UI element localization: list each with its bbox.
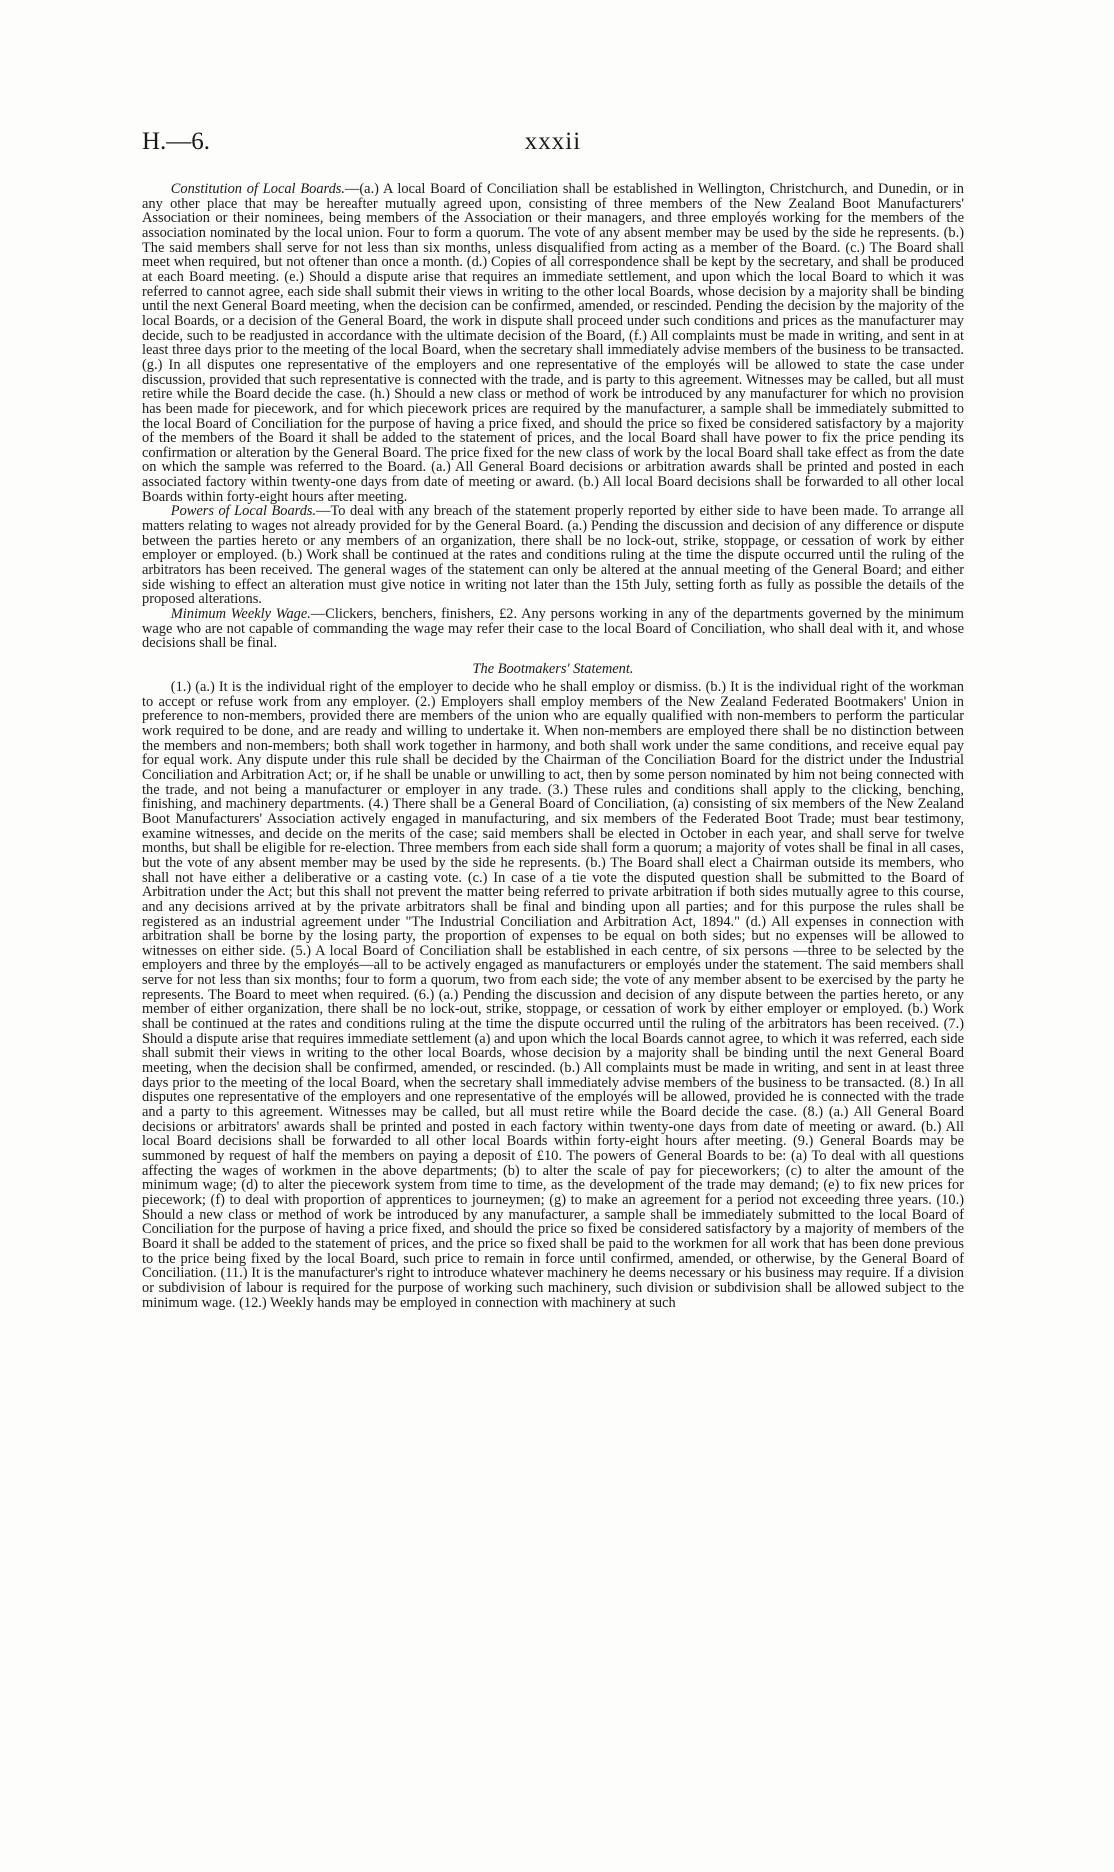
document-body bbox=[142, 182, 964, 1310]
page-header bbox=[142, 128, 964, 168]
paragraph-text: —(a.) A local Board of Conciliation shall be established in Wellington, Christchurch, and Dunedin, or in any other place that may be hereafter mutually agreed upon, consisting of three members of the New Zealand Boot Manufacturers' Association or their nominees, being members of the Association or their managers, and three employés working for the members of the association nominated by the local union. Four to form a quorum. The vote of any absent member may be used by the side he represents. (b.) The said members shall serve for not less than six months, unless disqualified from acting as a member of the Board. (c.) The Board shall meet when required, but not oftener than once a month. (d.) Copies of all correspondence shall be kept by the secretary, and shall be produced at each Board meeting. (e.) Should a dispute arise that requires an immediate settlement, and upon which the local Board to which it was referred to cannot agree, each side shall submit their views in writing to the other local Boards, whose decision by a majority shall be binding until the next General Board meeting, when the decision can be confirmed, amended, or rescinded. Pending the decision by the majority of the local Boards, or a decision of the General Board, the work in dispute shall proceed under such conditions and prices as the manufacturer may decide, such to be readjusted in accordance with the ultimate decision of the Board, (f.) All complaints must be made in writing, and sent in at least three days prior to the meeting of the local Board, when the secretary shall immediately advise members of the business to be transacted. (g.) In all disputes one representative of the employers and one representative of the employés will be allowed to state the case under discussion, provided that such representative is connected with the trade, and is party to this agreement. Witnesses may be called, but all must retire while the Board decide the case. (h.) Should a new class or method of work be introduced by any manufacturer for which no provision has been made for piecework, and for which piecework prices are required by the manufacturer, a sample shall be immediately submitted to the local Board of Conciliation for the purpose of having a price fixed, and should the price so fixed be considered satisfactory by a majority of the members of the Board it shall be added to the statement of prices, and the local Board shall have power to fix the price pending its confirmation or alteration by the General Board. The price fixed for the new class of work by the local Board shall take effect as from the date on which the sample was referred to the Board. (a.) All General Board decisions or arbitration awards shall be printed and posted in each associated factory within twenty-one days from date of meeting or award. (b.) All local Board decisions shall be forwarded to all other local Boards within forty-eight hours after meeting. bbox=[142, 181, 964, 505]
paragraph-powers-of-local-boards bbox=[142, 504, 964, 607]
paragraph-heading: Powers of Local Boards. bbox=[170, 503, 317, 520]
paragraph-text: —Clickers, benchers, finishers, £2. Any persons working in any of the departments governed by the minimum wage who are not capable of commanding the wage may refer their case to the local Board of Conciliation, who shall deal with it, and whose decisions shall be final. bbox=[142, 606, 964, 652]
paragraph-bootmakers-statement: (1.) (a.) It is the individual right of the employer to decide who he shall employ or dismiss. (b.) It is the individual right of the workman to accept or refuse work from any employer. (2.) Employers shall employ members of the New Zealand Federated Bootmakers' Union in preference to non-members, provided there are members of the union who are equally qualified with non-members to perform the particular work required to be done, and are ready and willing to undertake it. When non-members are employed there shall be no distinction between the members and non-members; both shall work together in harmony, and both shall work under the same conditions, and receive equal pay for equal work. Any dispute under this rule shall be decided by the Chairman of the Conciliation Board for the district under the Industrial Conciliation and Arbitration Act; or, if he shall be unable or unwilling to act, then by some person nominated by him not being connected with the trade, and not being a manufacturer or employer in any trade. (3.) These rules and conditions shall apply to the clicking, benching, finishing, and machinery departments. (4.) There shall be a General Board of Conciliation, (a) consisting of six members of the New Zealand Boot Manufacturers' Association actively engaged in manufacturing, and six members of the Federated Boot Trade; must bear testimony, examine witnesses, and decide on the merits of the case; said members shall be elected in October in each year, and shall serve for twelve months, but shall be eligible for re-election. Three members from each side shall form a quorum; a majority of votes shall be final in all cases, but the vote of any absent member may be used by the side he represents. (b.) The Board shall elect a Chairman outside its members, who shall not have either a deliberative or a casting vote. (c.) In case of a tie vote the disputed question shall be submitted to the Board of Arbitration under the Act; but this shall not prevent the matter being referred to private arbitration if both sides mutually agree to this course, and any decisions arrived at by the private arbitrators shall be final and binding upon all parties; and for this purpose the rules shall be registered as an industrial agreement under "The Industrial Conciliation and Arbitration Act, 1894." (d.) All expenses in connection with arbitration shall be borne by the losing party, the proportion of expenses to be equal on both sides; but no expenses will be allowed to witnesses on either side. (5.) A local Board of Conciliation shall be established in each centre, of six persons —three to be selected by the employers and three by the employés—all to be actively engaged as manufacturers or employés under the statement. The said members shall serve for not less than six months; four to form a quorum, two from each side; the vote of any member absent to be exercised by the party he represents. The Board to meet when required. (6.) (a.) Pending the discussion and decision of any dispute between the parties hereto, or any member of either organization, there shall be no lock-out, strike, stoppage, or cessation of work by either employer or employed. (b.) Work shall be continued at the rates and conditions ruling at the time the dispute occurred until the ruling of the arbitrators has been received. (7.) Should a dispute arise that requires immediate settlement (a) and upon which the local Boards cannot agree, to which it was referred, each side shall submit their views in writing to the other local Boards, whose decision by a majority shall be binding until the next General Board meeting, when the decision shall be confirmed, amended, or rescinded. (b.) All complaints must be made in writing, and sent in at least three days prior to the meeting of the local Board, when the secretary shall immediately advise members of the business to be transacted. (8.) In all disputes one representative of the employers and one representative of the employés will be allowed, provided he is connected with the trade and a party to this agreement. Witnesses may be called, but all must retire while the Board decide the case. (8.) (a.) All General Board decisions or arbitrators' awards shall be printed and posted in each factory within twenty-one days from date of meeting or award. (b.) All local Board decisions shall be forwarded to all other local Boards within forty-eight hours after meeting. (9.) General Boards may be summoned by request of half the members on paying a deposit of £10. The powers of General Boards to be: (a) To deal with all questions affecting the wages of workmen in the above departments; (b) to alter the scale of pay for pieceworkers; (c) to alter the amount of the minimum wage; (d) to alter the piecework system from time to time, as the development of the trade may demand; (e) to fix new prices for piecework; (f) to deal with proportion of apprentices to journeymen; (g) to make an agreement for a period not exceeding three years. (10.) Should a new class or method of work be introduced by any manufacturer, a sample shall be immediately submitted to the local Board of Conciliation for the purpose of having a price fixed, and should the price so fixed be considered satisfactory by a majority of members of the Board it shall be added to the statement of prices, and the price so fixed shall be paid to the workmen for all work that has been done previous to the price being fixed by the local Board, such price to remain in force until confirmed, amended, or otherwise, by the General Board of Conciliation. (11.) It is the manufacturer's right to introduce whatever machinery he deems necessary or his business may require. If a division or subdivision of labour is required for the purpose of working such machinery, such division or subdivision shall be allowed subject to the minimum wage. (12.) Weekly hands may be employed in connection with machinery at such bbox=[142, 679, 964, 1311]
paragraph-heading: Minimum Weekly Wage. bbox=[170, 606, 311, 623]
paragraph-heading: Constitution of Local Boards. bbox=[170, 181, 345, 197]
section-title: The Bootmakers' Statement. bbox=[472, 661, 634, 677]
paragraph-constitution-of-local-boards bbox=[142, 182, 964, 504]
document-reference: H.—6. bbox=[142, 128, 211, 155]
paragraph-minimum-weekly-wage bbox=[142, 607, 964, 651]
page-number: xxxii bbox=[524, 128, 582, 155]
paragraph-text: —To deal with any breach of the statement properly reported by either side to have been made. To arrange all matters relating to wages not already provided for by the General Board. (a.) Pending the discussion and decision of any difference or dispute between the parties hereto or any members of an organization, there shall be no lock-out, strike, stoppage, or cessation of work by either employer or employed. (b.) Work shall be continued at the rates and conditions ruling at the time the dispute occurred until the ruling of the arbitrators has been received. The general wages of the statement can only be altered at the annual meeting of the General Board; and either side wishing to effect an alteration must give notice in writing not later than the 15th July, setting forth as fully as possible the details of the proposed alterations. bbox=[142, 503, 965, 608]
